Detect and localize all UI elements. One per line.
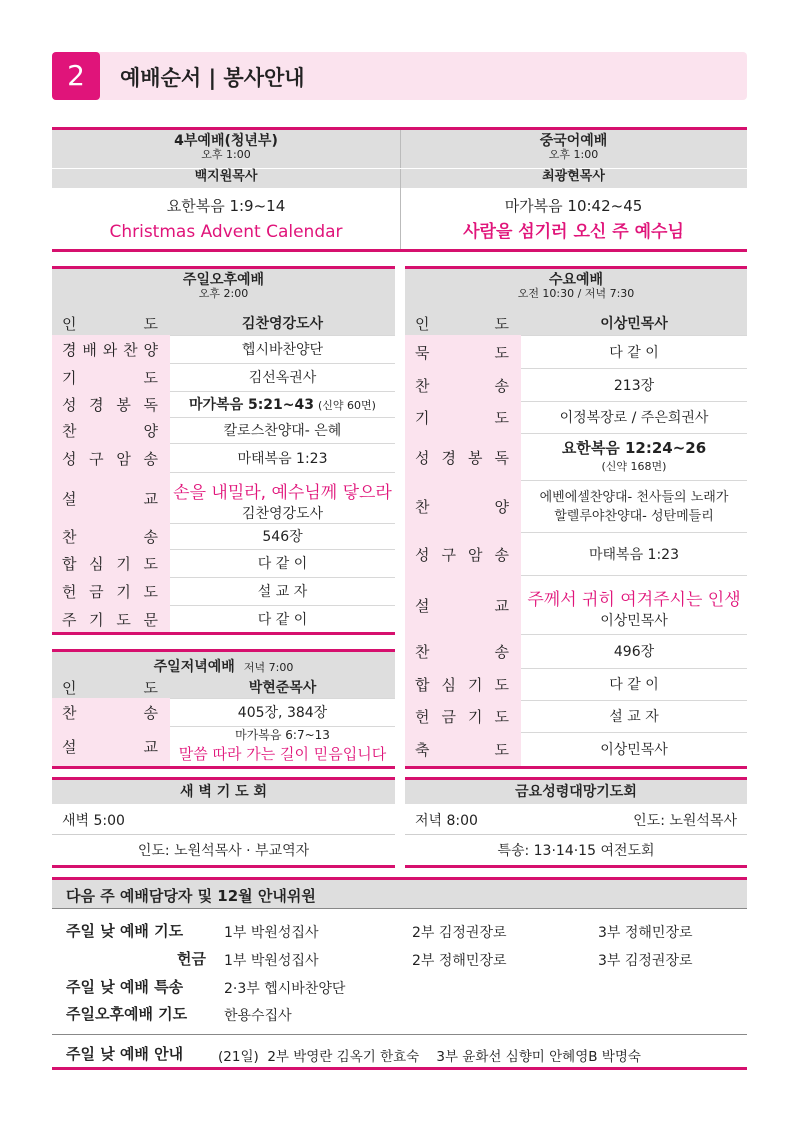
- chinese-sermon: 사람을 섬기러 오신 주 예수님: [463, 222, 684, 242]
- divider: [52, 249, 747, 252]
- evening-time: 저녁 7:00: [243, 661, 294, 674]
- wednesday-value: [521, 407, 747, 427]
- evening-label: 찬 송: [62, 704, 158, 722]
- afternoon-label: 경 배 와 찬 양: [62, 341, 158, 359]
- afternoon-label-cell: [52, 472, 170, 523]
- wednesday-label: 인 도: [415, 315, 509, 333]
- afternoon-value-text: 다 같 이: [257, 556, 308, 572]
- wednesday-label: 축 도: [415, 741, 509, 759]
- evening-label: 설 교: [62, 738, 158, 756]
- wednesday-value-text: 주께서 귀히 여겨주시는 인생: [527, 589, 741, 610]
- afternoon-label-cell: [52, 443, 170, 472]
- afternoon-value: [170, 367, 395, 387]
- wednesday-value-text: 다 같 이: [609, 344, 659, 361]
- wednesday-label-cell: [405, 575, 521, 634]
- wednesday-value: [521, 437, 747, 474]
- afternoon-value: [170, 553, 395, 573]
- afternoon-time: 오후 2:00: [198, 287, 249, 301]
- wednesday-value-text: 496장: [613, 644, 655, 660]
- next-offering-label: 헌금: [177, 950, 206, 968]
- next-title: 다음 주 예배담당자 및 12월 안내위원: [66, 887, 316, 905]
- wednesday-value: [521, 641, 747, 661]
- afternoon-label-cell: [52, 577, 170, 605]
- chinese-scripture: 마가복음 10:42~45: [504, 197, 643, 215]
- evening-value: [170, 726, 395, 764]
- evening-value: [170, 702, 395, 722]
- divider: [52, 908, 747, 909]
- wednesday-label-cell: [405, 668, 521, 700]
- afternoon-value-second: 김찬영강도사: [241, 505, 324, 522]
- wednesday-value: [521, 375, 747, 395]
- afternoon-value: [170, 609, 395, 629]
- wednesday-label: 찬 송: [415, 376, 509, 395]
- next-offering-3: 3부 김정권장로: [598, 953, 693, 969]
- wednesday-value-text: 이상민목사: [600, 742, 668, 758]
- wednesday-label-cell: [405, 480, 521, 532]
- section-number-badge: 2: [52, 52, 100, 100]
- wednesday-value: [521, 739, 747, 759]
- afternoon-value-text: 마가복음 5:21~43: [189, 397, 315, 413]
- wednesday-label-cell: [405, 532, 521, 575]
- evening-label-cell: [52, 676, 170, 698]
- chinese-title: 중국어예배: [539, 133, 608, 149]
- divider: [52, 834, 395, 835]
- afternoon-value-text: 546장: [262, 529, 303, 545]
- wednesday-value-text: 이상민목사: [600, 316, 668, 332]
- next-guide-label: 주일 낮 예배 안내: [66, 1045, 184, 1063]
- wednesday-value-text: 다 같 이: [609, 677, 659, 693]
- next-offering-1: 1부 박원성집사: [224, 953, 319, 969]
- wednesday-label-cell: [405, 700, 521, 732]
- next-special-label: 주일 낮 예배 특송: [66, 978, 184, 996]
- wednesday-label: 성 경 봉 독: [415, 448, 509, 467]
- next-afternoon: 한용수집사: [224, 1008, 292, 1024]
- afternoon-label-cell: [52, 523, 170, 549]
- next-offering-2: 2부 정해민장로: [412, 953, 507, 969]
- afternoon-value-text: 헵시바찬양단: [241, 342, 324, 358]
- afternoon-label-cell: [52, 391, 170, 417]
- afternoon-label: 설 교: [62, 489, 158, 508]
- wednesday-label: 성 구 암 송: [415, 545, 509, 564]
- evening-value-text: 마가복음 6:7~13: [235, 728, 330, 742]
- wednesday-value-second: (신약 168면): [601, 459, 667, 473]
- wednesday-value-text: 이정복장로 / 주은희권사: [559, 410, 709, 426]
- wednesday-label-cell: [405, 732, 521, 766]
- wednesday-value: [521, 544, 747, 564]
- afternoon-label: 헌 금 기 도: [62, 583, 158, 601]
- wednesday-label-cell: [405, 335, 521, 368]
- afternoon-label-cell: [52, 549, 170, 577]
- wednesday-label: 묵 도: [415, 343, 509, 362]
- wednesday-value-text: 요한복음 12:24~26: [561, 438, 707, 457]
- afternoon-value: [170, 526, 395, 546]
- afternoon-title: 주일오후예배: [182, 272, 265, 288]
- evening-value: [170, 677, 395, 697]
- afternoon-value: [170, 448, 395, 468]
- next-special: 2·3부 헵시바찬양단: [224, 981, 346, 997]
- wednesday-label: 찬 송: [415, 643, 509, 661]
- chinese-preacher: 최광현목사: [542, 169, 605, 184]
- divider: [52, 168, 747, 169]
- divider: [405, 766, 747, 769]
- afternoon-label-cell: [52, 311, 170, 335]
- chinese-time: 오후 1:00: [548, 148, 599, 162]
- afternoon-value-text: 김찬영강도사: [241, 316, 324, 332]
- next-prayer-3: 3부 정해민장로: [598, 925, 693, 941]
- wednesday-value-text: 설 교 자: [609, 709, 659, 725]
- divider: [405, 865, 747, 868]
- wednesday-value: [521, 342, 747, 362]
- wednesday-label-cell: [405, 634, 521, 668]
- evening-label: 인 도: [62, 679, 158, 697]
- next-prayer-1: 1부 박원성집사: [224, 925, 319, 941]
- divider: [52, 632, 395, 635]
- next-prayer-label: 주일 낮 예배 기도: [66, 922, 184, 940]
- afternoon-value: [170, 339, 395, 359]
- evening-value-text: 405장, 384장: [237, 705, 328, 721]
- afternoon-label: 인 도: [62, 315, 158, 333]
- afternoon-label-cell: [52, 335, 170, 363]
- dawn-time: 새벽 5:00: [62, 813, 125, 829]
- friday-special: 특송: 13·14·15 여전도회: [497, 843, 655, 859]
- divider: [405, 834, 747, 835]
- afternoon-value-note: (신약 60면): [318, 399, 376, 412]
- wednesday-value: [521, 674, 747, 694]
- wednesday-label-cell: [405, 311, 521, 335]
- afternoon-label: 성 구 암 송: [62, 449, 158, 468]
- divider: [52, 1034, 747, 1035]
- evening-label-cell: [52, 726, 170, 766]
- afternoon-label: 찬 양: [62, 422, 158, 440]
- afternoon-value-text: 마태복음 1:23: [237, 450, 328, 467]
- afternoon-value-text: 칼로스찬양대- 은혜: [223, 423, 342, 439]
- wednesday-label: 헌 금 기 도: [415, 708, 509, 726]
- evening-value-text: 박현준목사: [248, 680, 317, 696]
- wednesday-label: 찬 양: [415, 498, 509, 516]
- afternoon-value: [170, 420, 395, 440]
- friday-leader: 인도: 노원석목사: [633, 813, 737, 829]
- afternoon-value-text: 김선옥권사: [248, 370, 317, 386]
- next-afternoon-label: 주일오후예배 기도: [66, 1005, 188, 1023]
- afternoon-label-cell: [52, 417, 170, 443]
- evening-label-cell: [52, 698, 170, 726]
- service4-time: 오후 1:00: [201, 148, 251, 162]
- wednesday-value-second: 할렐루야찬양대- 성탄메들리: [554, 509, 714, 524]
- friday-time: 저녁 8:00: [415, 813, 478, 829]
- wednesday-value: [521, 706, 747, 726]
- divider: [52, 766, 395, 769]
- service4-preacher: 백지원목사: [194, 169, 258, 184]
- wednesday-value: [521, 313, 747, 333]
- afternoon-value-text: 손을 내밀라, 예수님께 닿으라: [173, 482, 392, 503]
- afternoon-label: 찬 송: [62, 528, 158, 546]
- afternoon-label: 주 기 도 문: [62, 610, 158, 629]
- wednesday-title: 수요예배: [548, 272, 604, 288]
- afternoon-value-text: 설 교 자: [257, 584, 308, 600]
- wednesday-label-cell: [405, 368, 521, 401]
- afternoon-value: [170, 478, 395, 523]
- wednesday-value: [521, 486, 747, 524]
- afternoon-value: [170, 581, 395, 601]
- afternoon-value-text: 다 같 이: [257, 611, 308, 628]
- dawn-leader: 인도: 노원석목사 · 부교역자: [137, 843, 310, 859]
- afternoon-label-cell: [52, 363, 170, 391]
- friday-title: 금요성령대망기도회: [515, 784, 637, 800]
- wednesday-label: 합 심 기 도: [415, 676, 509, 694]
- afternoon-label: 합 심 기 도: [62, 555, 158, 573]
- wednesday-label: 기 도: [415, 409, 509, 427]
- wednesday-label-cell: [405, 401, 521, 433]
- afternoon-value: [170, 313, 395, 333]
- wednesday-label: 설 교: [415, 596, 509, 615]
- wednesday-value-text: 마태복음 1:23: [589, 546, 679, 563]
- wednesday-value-text: 에벤에셀찬양대- 천사들의 노래가: [539, 490, 729, 505]
- afternoon-label: 성 경 봉 독: [62, 396, 158, 414]
- dawn-title: 새 벽 기 도 회: [179, 784, 268, 800]
- page-title: 예배순서 | 봉사안내: [120, 66, 305, 90]
- next-guide: (21일) 2부 박영란 김옥기 한효숙 3부 윤화선 심향미 안혜영B 박명숙: [218, 1049, 641, 1065]
- evening-value-second: 말씀 따라 가는 길이 믿음입니다: [178, 745, 387, 763]
- divider: [52, 1067, 747, 1070]
- evening-title: 주일저녁예배: [153, 659, 235, 675]
- afternoon-value: [170, 394, 395, 414]
- service4-title: 4부예배(청년부): [174, 133, 278, 149]
- wednesday-value-text: 213장: [613, 377, 655, 394]
- wednesday-value-second: 이상민목사: [600, 612, 668, 629]
- wednesday-value: [521, 585, 747, 630]
- service4-scripture: 요한복음 1:9~14: [166, 197, 286, 215]
- afternoon-label: 기 도: [62, 369, 158, 387]
- wednesday-label-cell: [405, 433, 521, 480]
- service4-sermon: Christmas Advent Calendar: [109, 222, 343, 242]
- wednesday-time: 오전 10:30 / 저녁 7:30: [517, 287, 635, 301]
- afternoon-label-cell: [52, 605, 170, 632]
- next-prayer-2: 2부 김정권장로: [412, 925, 507, 941]
- divider: [52, 865, 395, 868]
